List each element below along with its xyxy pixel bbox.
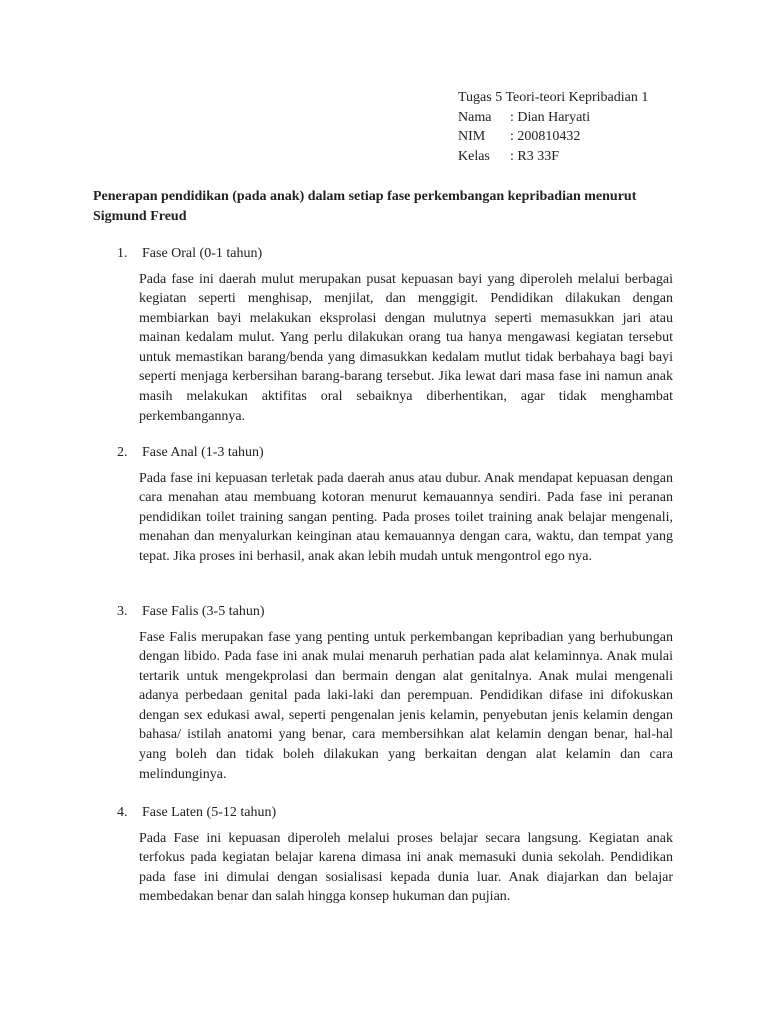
name-value: : Dian Haryati xyxy=(510,109,591,125)
header-row-class xyxy=(458,147,718,167)
phase-item-falis xyxy=(93,602,678,784)
phase-name: Fase Laten (5-12 tahun) xyxy=(142,805,277,820)
phase-item-oral xyxy=(93,244,678,426)
phase-paragraph: Pada fase ini kepuasan terletak pada daerah anus atau dubur. Anak mendapat kepuasan dengan cara menahan atau membuang kotoran menurut kemauannya sendiri. Pada fase ini peranan pendidikan toilet training sangan penting. Pada proses toilet training anak belajar mengenali, menahan dan menyalurkan keinginan atau kemauannya dengan cara, waktu, dan tempat yang tepat. Jika proses ini berhasil, anak akan lebih mudah untuk mengontrol ego nya. xyxy=(139,470,673,564)
phase-item-laten xyxy=(93,803,678,907)
assignment-header xyxy=(458,88,718,166)
nim-value: : 200810432 xyxy=(510,129,581,144)
phase-number: 3. xyxy=(117,604,128,619)
document-title: Penerapan pendidikan (pada anak) dalam setiap fase perkembangan kepribadian menurut Sigmund Freud xyxy=(93,189,637,224)
name-label: Nama xyxy=(458,109,492,125)
phase-name: Fase Anal (1-3 tahun) xyxy=(142,445,264,460)
phase-name: Fase Oral (0-1 tahun) xyxy=(142,246,263,261)
phase-item-anal xyxy=(93,443,678,566)
class-label: Kelas xyxy=(458,148,490,164)
phase-number: 2. xyxy=(117,445,128,460)
assignment-title: Tugas 5 Teori-teori Kepribadian 1 xyxy=(458,90,649,105)
class-value: : R3 33F xyxy=(510,148,560,164)
phase-heading xyxy=(93,443,678,463)
phase-heading xyxy=(93,803,678,823)
nim-label: NIM xyxy=(458,129,486,144)
phase-heading xyxy=(93,244,678,264)
phase-paragraph: Pada Fase ini kepuasan diperoleh melalui proses belajar secara langsung. Kegiatan anak terfokus pada kegiatan belajar karena dimasa ini anak memasuki dunia sekolah. Pendidikan pada fase ini dimulai dengan sosialisasi kepada dunia luar. Anak diajarkan dan belajar membedakan benar dan salah hingga konsep hukuman dan pujian. xyxy=(139,830,673,905)
phase-number: 4. xyxy=(117,805,128,820)
phase-number: 1. xyxy=(117,246,128,261)
phase-paragraph: Fase Falis merupakan fase yang penting untuk perkembangan kepribadian yang berhubungan dengan libido. Pada fase ini anak mulai menaruh perhatian pada alat kelaminnya. Anak mulai tertarik untuk mengekprolasi dan bermain dengan alat genitalnya. Anak mulai mengenali adanya perbedaan genital pada laki-laki dan perempuan. Pendidikan difase ini difokuskan dengan sex edukasi awal, seperti pengenalan jenis kelamin, penyebutan jenis kelamin dengan bahasa/ istilah anatomi yang benar, cara membersihkan alat kelamin dengan benar, hal-hal yang boleh dan tidak boleh dilakukan yang berkaitan dengan alat kelamin dan cara melindunginya. xyxy=(139,629,673,782)
header-row-nim xyxy=(458,127,718,147)
phase-heading xyxy=(93,602,678,622)
phase-paragraph: Pada fase ini daerah mulut merupakan pusat kepuasan bayi yang diperoleh melalui berbagai kegiatan seperti menghisap, menjilat, dan menggigit. Pendidikan dilakukan dengan membiarkan bayi melakukan eksprolasi dengan mulutnya seperti memasukkan jari atau mainan kedalam mulut. Yang perlu dilakukan orang tua hanya mengawasi kegiatan tersebut untuk memastikan barang/benda yang dimasukkan kedalam mutlut tidak berbahaya bagi bayi seperti menjaga kerbersihan barang-barang tersebut. Jika lewat dari masa fase ini namun anak masih melakukan aktifitas oral sebaiknya diberhentikan, agar tidak menghambat perkembangannya. xyxy=(139,271,673,424)
header-row-name xyxy=(458,108,718,128)
phase-name: Fase Falis (3-5 tahun) xyxy=(142,604,265,619)
